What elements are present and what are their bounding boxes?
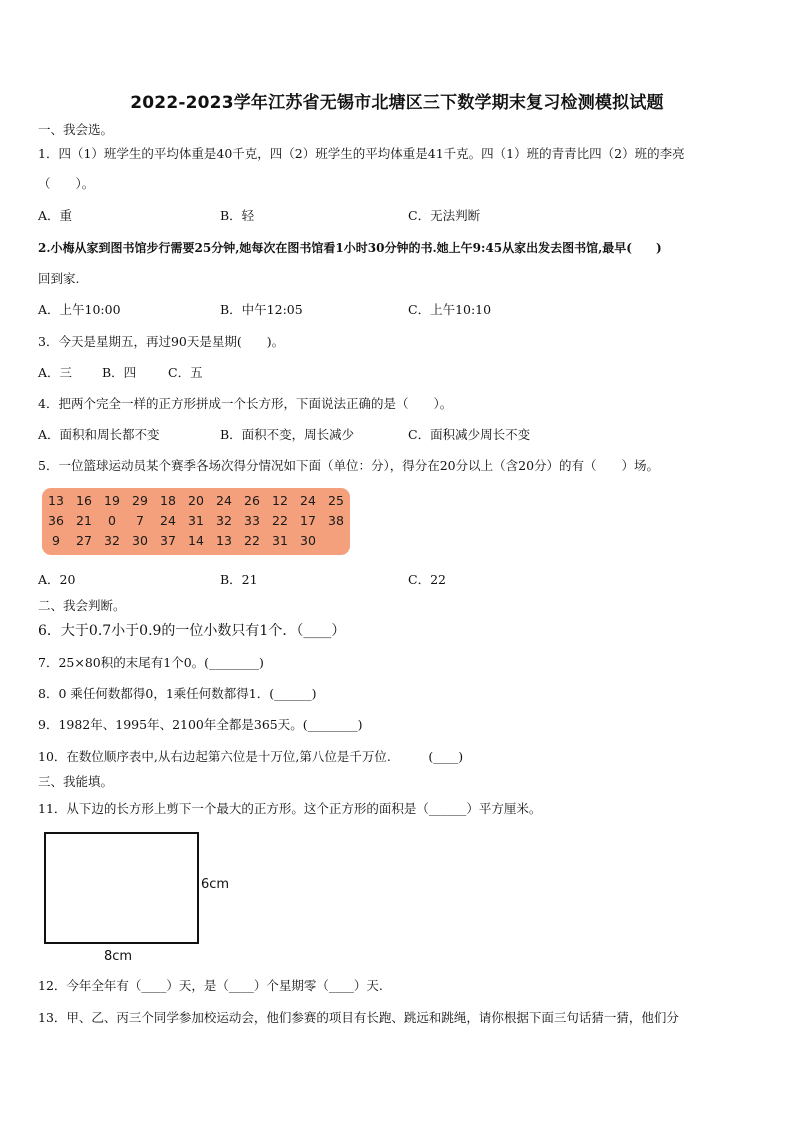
question-4-option-b: B．面积不变，周长减少 (220, 427, 355, 442)
question-3-option-b: B．四 (102, 365, 137, 380)
score-row (42, 512, 350, 530)
section-heading-1: 一、我会选。 (38, 122, 114, 137)
score-cell: 7 (136, 513, 144, 528)
score-cell: 33 (244, 513, 260, 528)
question-2-text-cont: 回到家. (38, 271, 80, 286)
score-cell: 13 (48, 493, 64, 508)
question-10-text: 10．在数位顺序表中,从右边起第六位是十万位,第八位是千万位. (____) (38, 749, 464, 764)
question-12-text: 12．今年全年有（____）天，是（____）个星期零（____）天. (38, 978, 383, 993)
score-cell: 32 (216, 513, 232, 528)
question-2-text: 2.小梅从家到图书馆步行需要25分钟,她每次在图书馆看1小时30分钟的书.她上午9:45从家出发去图书馆,最早( ) (38, 241, 662, 255)
score-cell: 24 (160, 513, 176, 528)
score-cell: 31 (272, 533, 288, 548)
question-4-option-a: A．面积和周长都不变 (38, 427, 160, 442)
rectangle-height-label: 6cm (201, 877, 230, 892)
score-cell: 27 (76, 533, 92, 548)
question-1-text: 1．四（1）班学生的平均体重是40千克，四（2）班学生的平均体重是41千克。四（1）班的青青比四（2）班的李亮 (38, 146, 685, 161)
score-cell: 22 (272, 513, 288, 528)
score-cell: 30 (300, 533, 316, 548)
score-cell: 32 (104, 533, 120, 548)
score-cell: 36 (48, 513, 64, 528)
question-8-text: 8．0 乘任何数都得0，1乘任何数都得1．(______) (38, 686, 317, 701)
score-cell: 26 (244, 493, 260, 508)
question-9-text: 9．1982年、1995年、2100年全都是365天。(________) (38, 717, 363, 732)
question-1-option-b: B．轻 (220, 208, 255, 223)
rectangle-width-label: 8cm (104, 949, 133, 964)
score-cell: 24 (216, 493, 232, 508)
question-6-text: 6．大于0.7小于0.9的一位小数只有1个．（____） (38, 623, 346, 639)
question-3-option-c: C．五 (168, 365, 203, 380)
section-heading-2: 二、我会判断。 (38, 598, 126, 613)
section-heading-3: 三、我能填。 (38, 774, 114, 789)
score-cell: 17 (300, 513, 316, 528)
score-cell: 21 (76, 513, 92, 528)
question-5-option-a: A．20 (38, 572, 76, 587)
question-2-option-c: C．上午10:10 (408, 302, 492, 317)
score-cell: 25 (328, 493, 344, 508)
score-cell: 30 (132, 533, 148, 548)
question-2-option-a: A．上午10:00 (38, 302, 121, 317)
score-cell: 16 (76, 493, 92, 508)
score-cell: 38 (328, 513, 344, 528)
score-cell: 14 (188, 533, 204, 548)
score-cell: 13 (216, 533, 232, 548)
score-cell: 0 (108, 513, 116, 528)
score-cell: 37 (160, 533, 176, 548)
rectangle-figure (44, 832, 199, 944)
score-cell: 9 (52, 533, 60, 548)
question-2-option-b: B．中午12:05 (220, 302, 303, 317)
question-5-option-b: B．21 (220, 572, 258, 587)
question-1-option-a: A．重 (38, 208, 73, 223)
page-title: 2022-2023学年江苏省无锡市北塘区三下数学期末复习检测模拟试题 (130, 93, 664, 113)
score-row (42, 492, 350, 510)
score-table (42, 488, 350, 555)
question-5-option-c: C．22 (408, 572, 446, 587)
question-4-option-c: C．面积减少周长不变 (408, 427, 531, 442)
question-1-option-c: C．无法判断 (408, 208, 481, 223)
score-cell: 12 (272, 493, 288, 508)
score-cell: 20 (188, 493, 204, 508)
score-cell: 22 (244, 533, 260, 548)
question-11-text: 11．从下边的长方形上剪下一个最大的正方形。这个正方形的面积是（______）平方厘米。 (38, 801, 542, 816)
score-row (42, 532, 350, 550)
question-3-text: 3．今天是星期五，再过90天是星期( )。 (38, 334, 285, 349)
question-5-text: 5．一位篮球运动员某个赛季各场次得分情况如下面（单位：分），得分在20分以上（含20分）的有（ ）场。 (38, 458, 660, 473)
question-4-text: 4．把两个完全一样的正方形拼成一个长方形，下面说法正确的是（ ）。 (38, 396, 453, 411)
question-1-text-cont: （ ）。 (38, 176, 95, 191)
score-cell: 31 (188, 513, 204, 528)
score-cell: 24 (300, 493, 316, 508)
question-7-text: 7．25×80积的末尾有1个0。(________) (38, 655, 264, 670)
question-13-text: 13．甲、乙、丙三个同学参加校运动会，他们参赛的项目有长跑、跳远和跳绳，请你根据下面三句话猜一猜，他们分 (38, 1010, 679, 1025)
score-cell: 19 (104, 493, 120, 508)
score-cell: 29 (132, 493, 148, 508)
score-cell: 18 (160, 493, 176, 508)
question-3-option-a: A．三 (38, 365, 73, 380)
